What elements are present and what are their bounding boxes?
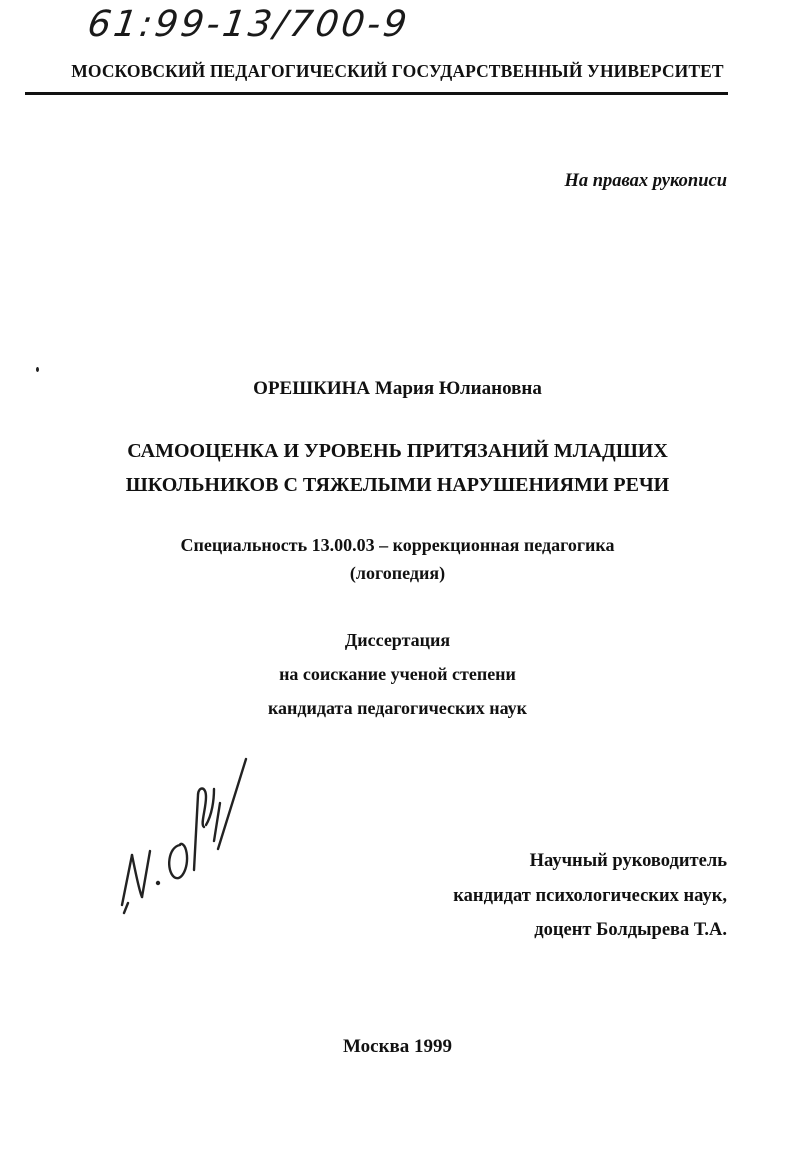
- specialty-subtitle: (логопедия): [349, 563, 446, 583]
- degree-line-2: кандидата педагогических наук: [267, 698, 528, 718]
- manuscript-note: На правах рукописи: [564, 171, 727, 191]
- catalog-number: 61:99-13/700-9: [85, 4, 413, 45]
- university-name: МОСКОВСКИЙ ПЕДАГОГИЧЕСКИЙ ГОСУДАРСТВЕННЫЙ УНИВЕРСИТЕТ: [71, 61, 724, 81]
- author-surname: ОРЕШКИНА: [253, 378, 371, 399]
- stray-ink-mark: [36, 367, 39, 372]
- dissertation-title-line-1: САМООЦЕНКА И УРОВЕНЬ ПРИТЯЗАНИЙ МЛАДШИХ: [127, 440, 668, 462]
- author-name: [0, 378, 795, 400]
- city-year: Москва 1999: [342, 1036, 453, 1057]
- document-type: Диссертация: [344, 630, 451, 650]
- author-given-names: Мария Юлиановна: [374, 378, 542, 399]
- handwritten-signature: [110, 755, 250, 925]
- header-divider: [25, 92, 728, 95]
- supervisor-degree: кандидат психологических наук,: [453, 886, 727, 906]
- supervisor-title: Научный руководитель: [529, 851, 727, 871]
- dissertation-title-line-2: ШКОЛЬНИКОВ С ТЯЖЕЛЫМИ НАРУШЕНИЯМИ РЕЧИ: [125, 474, 670, 496]
- supervisor-name: доцент Болдырева Т.А.: [534, 920, 727, 940]
- degree-line-1: на соискание ученой степени: [279, 664, 516, 684]
- specialty-line: Специальность 13.00.03 – коррекционная педагогика: [180, 535, 615, 555]
